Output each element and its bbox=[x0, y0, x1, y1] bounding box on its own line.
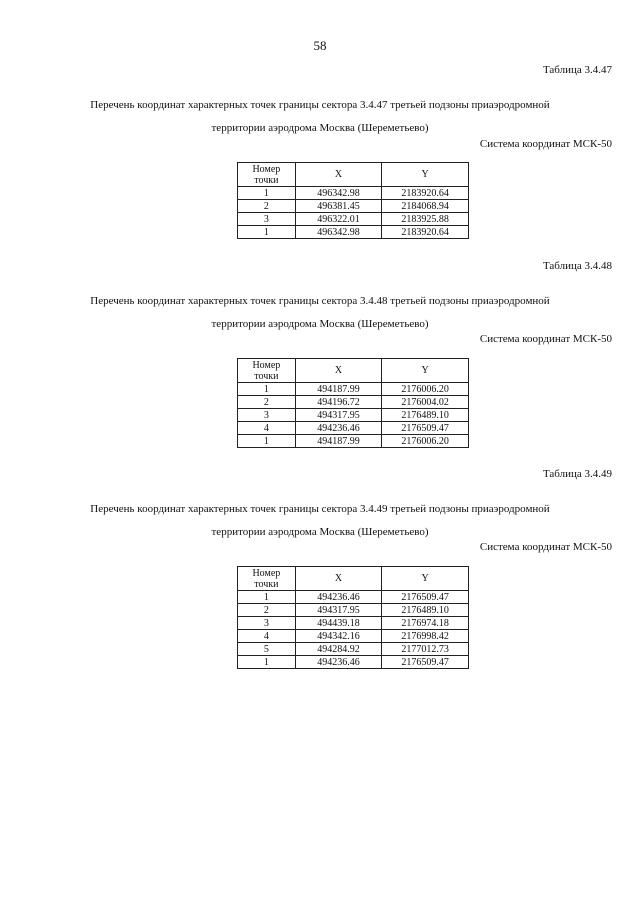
coordinates-table bbox=[237, 358, 469, 448]
x-value: 494317.95 bbox=[295, 604, 382, 617]
table-row bbox=[238, 213, 469, 226]
table-label: Таблица 3.4.48 bbox=[542, 260, 612, 272]
table-row bbox=[238, 396, 469, 409]
coordinates-table bbox=[237, 162, 469, 239]
x-value: 494187.99 bbox=[295, 435, 382, 448]
table-header-row bbox=[238, 359, 469, 383]
table-row bbox=[238, 409, 469, 422]
caption-line-2: территории аэродрома Москва (Шереметьево) bbox=[211, 526, 429, 538]
table-row bbox=[238, 630, 469, 643]
table-caption bbox=[0, 498, 640, 544]
caption-line-2: территории аэродрома Москва (Шереметьево) bbox=[211, 122, 429, 134]
point-number: 5 bbox=[238, 643, 296, 656]
point-number: 3 bbox=[238, 617, 296, 630]
header-point-number: Номер точки bbox=[238, 359, 296, 383]
y-value: 2176509.47 bbox=[382, 422, 469, 435]
header-x: X bbox=[295, 567, 382, 591]
caption-line-2: территории аэродрома Москва (Шереметьево) bbox=[211, 318, 429, 330]
y-value: 2183920.64 bbox=[382, 226, 469, 239]
caption-line-1: Перечень координат характерных точек границы сектора 3.4.47 третьей подзоны приаэродромной bbox=[90, 99, 550, 111]
x-value: 494187.99 bbox=[295, 383, 382, 396]
page-number: 58 bbox=[313, 38, 327, 53]
coordinates-table bbox=[237, 566, 469, 669]
table-label: Таблица 3.4.47 bbox=[542, 64, 612, 76]
point-number: 4 bbox=[238, 422, 296, 435]
table-header-row bbox=[238, 163, 469, 187]
coordinate-system-label: Система координат МСК-50 bbox=[479, 138, 612, 150]
point-number: 1 bbox=[238, 591, 296, 604]
header-y: Y bbox=[382, 163, 469, 187]
point-number: 1 bbox=[238, 656, 296, 669]
x-value: 494284.92 bbox=[295, 643, 382, 656]
x-value: 496322.01 bbox=[295, 213, 382, 226]
coordinate-system-label: Система координат МСК-50 bbox=[479, 541, 612, 553]
table-row bbox=[238, 383, 469, 396]
point-number: 1 bbox=[238, 226, 296, 239]
point-number: 4 bbox=[238, 630, 296, 643]
y-value: 2176509.47 bbox=[382, 656, 469, 669]
table-row bbox=[238, 643, 469, 656]
point-number: 3 bbox=[238, 213, 296, 226]
table-row bbox=[238, 200, 469, 213]
point-number: 2 bbox=[238, 200, 296, 213]
table-label: Таблица 3.4.49 bbox=[542, 468, 612, 480]
header-y: Y bbox=[382, 567, 469, 591]
x-value: 496381.45 bbox=[295, 200, 382, 213]
table-row bbox=[238, 422, 469, 435]
y-value: 2176489.10 bbox=[382, 604, 469, 617]
table-caption bbox=[0, 94, 640, 140]
point-number: 2 bbox=[238, 604, 296, 617]
x-value: 494342.16 bbox=[295, 630, 382, 643]
header-x: X bbox=[295, 359, 382, 383]
header-point-number: Номер точки bbox=[238, 567, 296, 591]
y-value: 2176006.20 bbox=[382, 435, 469, 448]
y-value: 2177012.73 bbox=[382, 643, 469, 656]
y-value: 2176004.02 bbox=[382, 396, 469, 409]
x-value: 494317.95 bbox=[295, 409, 382, 422]
table-row bbox=[238, 617, 469, 630]
header-point-number: Номер точки bbox=[238, 163, 296, 187]
header-y: Y bbox=[382, 359, 469, 383]
point-number: 1 bbox=[238, 383, 296, 396]
x-value: 494196.72 bbox=[295, 396, 382, 409]
y-value: 2176006.20 bbox=[382, 383, 469, 396]
table-row bbox=[238, 187, 469, 200]
x-value: 496342.98 bbox=[295, 226, 382, 239]
y-value: 2183925.88 bbox=[382, 213, 469, 226]
table-row bbox=[238, 604, 469, 617]
x-value: 494236.46 bbox=[295, 591, 382, 604]
x-value: 494236.46 bbox=[295, 422, 382, 435]
y-value: 2176974.18 bbox=[382, 617, 469, 630]
y-value: 2183920.64 bbox=[382, 187, 469, 200]
header-x: X bbox=[295, 163, 382, 187]
x-value: 494439.18 bbox=[295, 617, 382, 630]
point-number: 3 bbox=[238, 409, 296, 422]
y-value: 2184068.94 bbox=[382, 200, 469, 213]
table-caption bbox=[0, 290, 640, 336]
point-number: 1 bbox=[238, 187, 296, 200]
caption-line-1: Перечень координат характерных точек границы сектора 3.4.48 третьей подзоны приаэродромной bbox=[90, 295, 550, 307]
coordinate-system-label: Система координат МСК-50 bbox=[479, 333, 612, 345]
caption-line-1: Перечень координат характерных точек границы сектора 3.4.49 третьей подзоны приаэродромной bbox=[90, 503, 550, 515]
y-value: 2176489.10 bbox=[382, 409, 469, 422]
table-row bbox=[238, 226, 469, 239]
table-row bbox=[238, 591, 469, 604]
x-value: 494236.46 bbox=[295, 656, 382, 669]
table-row bbox=[238, 435, 469, 448]
point-number: 2 bbox=[238, 396, 296, 409]
point-number: 1 bbox=[238, 435, 296, 448]
y-value: 2176998.42 bbox=[382, 630, 469, 643]
table-row bbox=[238, 656, 469, 669]
x-value: 496342.98 bbox=[295, 187, 382, 200]
table-header-row bbox=[238, 567, 469, 591]
y-value: 2176509.47 bbox=[382, 591, 469, 604]
